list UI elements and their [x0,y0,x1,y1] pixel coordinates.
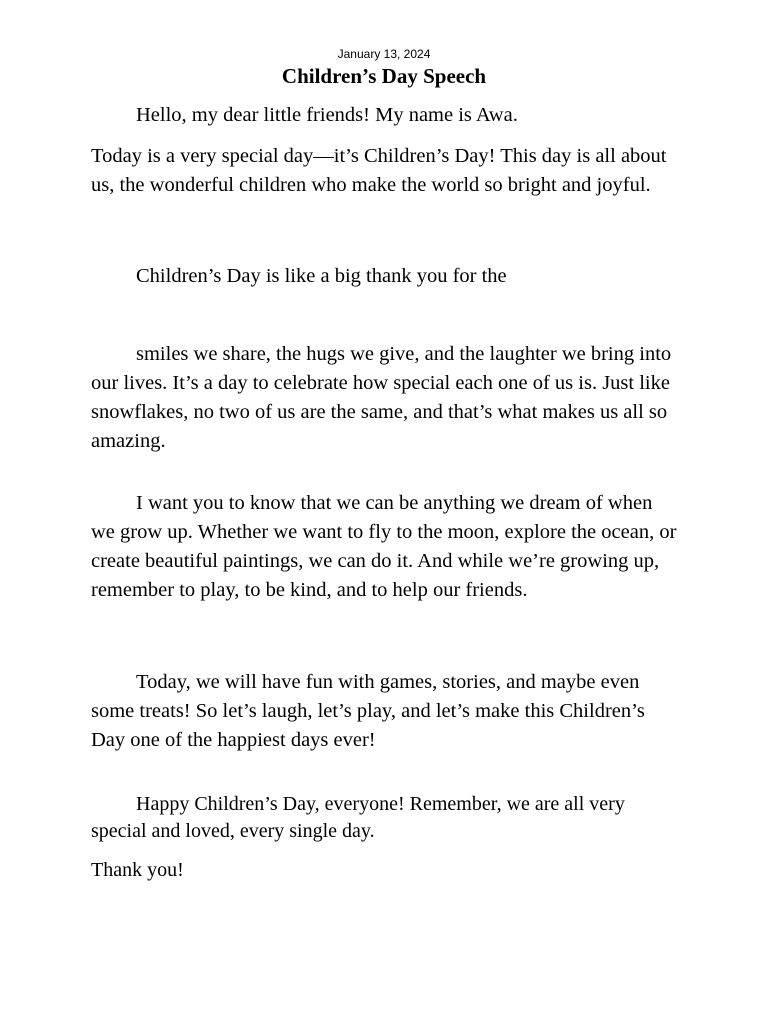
paragraph-closing: Thank you! [91,859,184,881]
paragraph-happy-childrens-day: Happy Children’s Day, everyone! Remember, we are all very special and loved, every single day. [91,793,625,842]
paragraph-dreams: I want you to know that we can be anything we dream of when we grow up. Whether we want to fly to the moon, explore the ocean, or create beautiful paintings, we can do it. And while we’re growing up, remember to play, to be kind, and to help our friends. [91,492,677,601]
paragraph-fun-today: Today, we will have fun with games, stories, and maybe even some treats! So let’s laugh, let’s play, and let’s make this Children’s Day one of the happiest days ever! [91,671,645,751]
paragraph-thank-you-intro: Children’s Day is like a big thank you for the [136,265,507,287]
paragraph-smiles: smiles we share, the hugs we give, and the laughter we bring into our lives. It’s a day to celebrate how special each one of us is. Just like snowflakes, no two of us are the same, and that’s what makes us all so amazing. [91,343,672,452]
paragraph-greeting: Hello, my dear little friends! My name is Awa. [136,104,518,126]
paragraph-special-day: Today is a very special day—it’s Children’s Day! This day is all about us, the wonderful children who make the world so bright and joyful. [91,145,667,196]
document-title: Children’s Day Speech [281,64,487,88]
document-date: January 13, 2024 [337,47,431,61]
